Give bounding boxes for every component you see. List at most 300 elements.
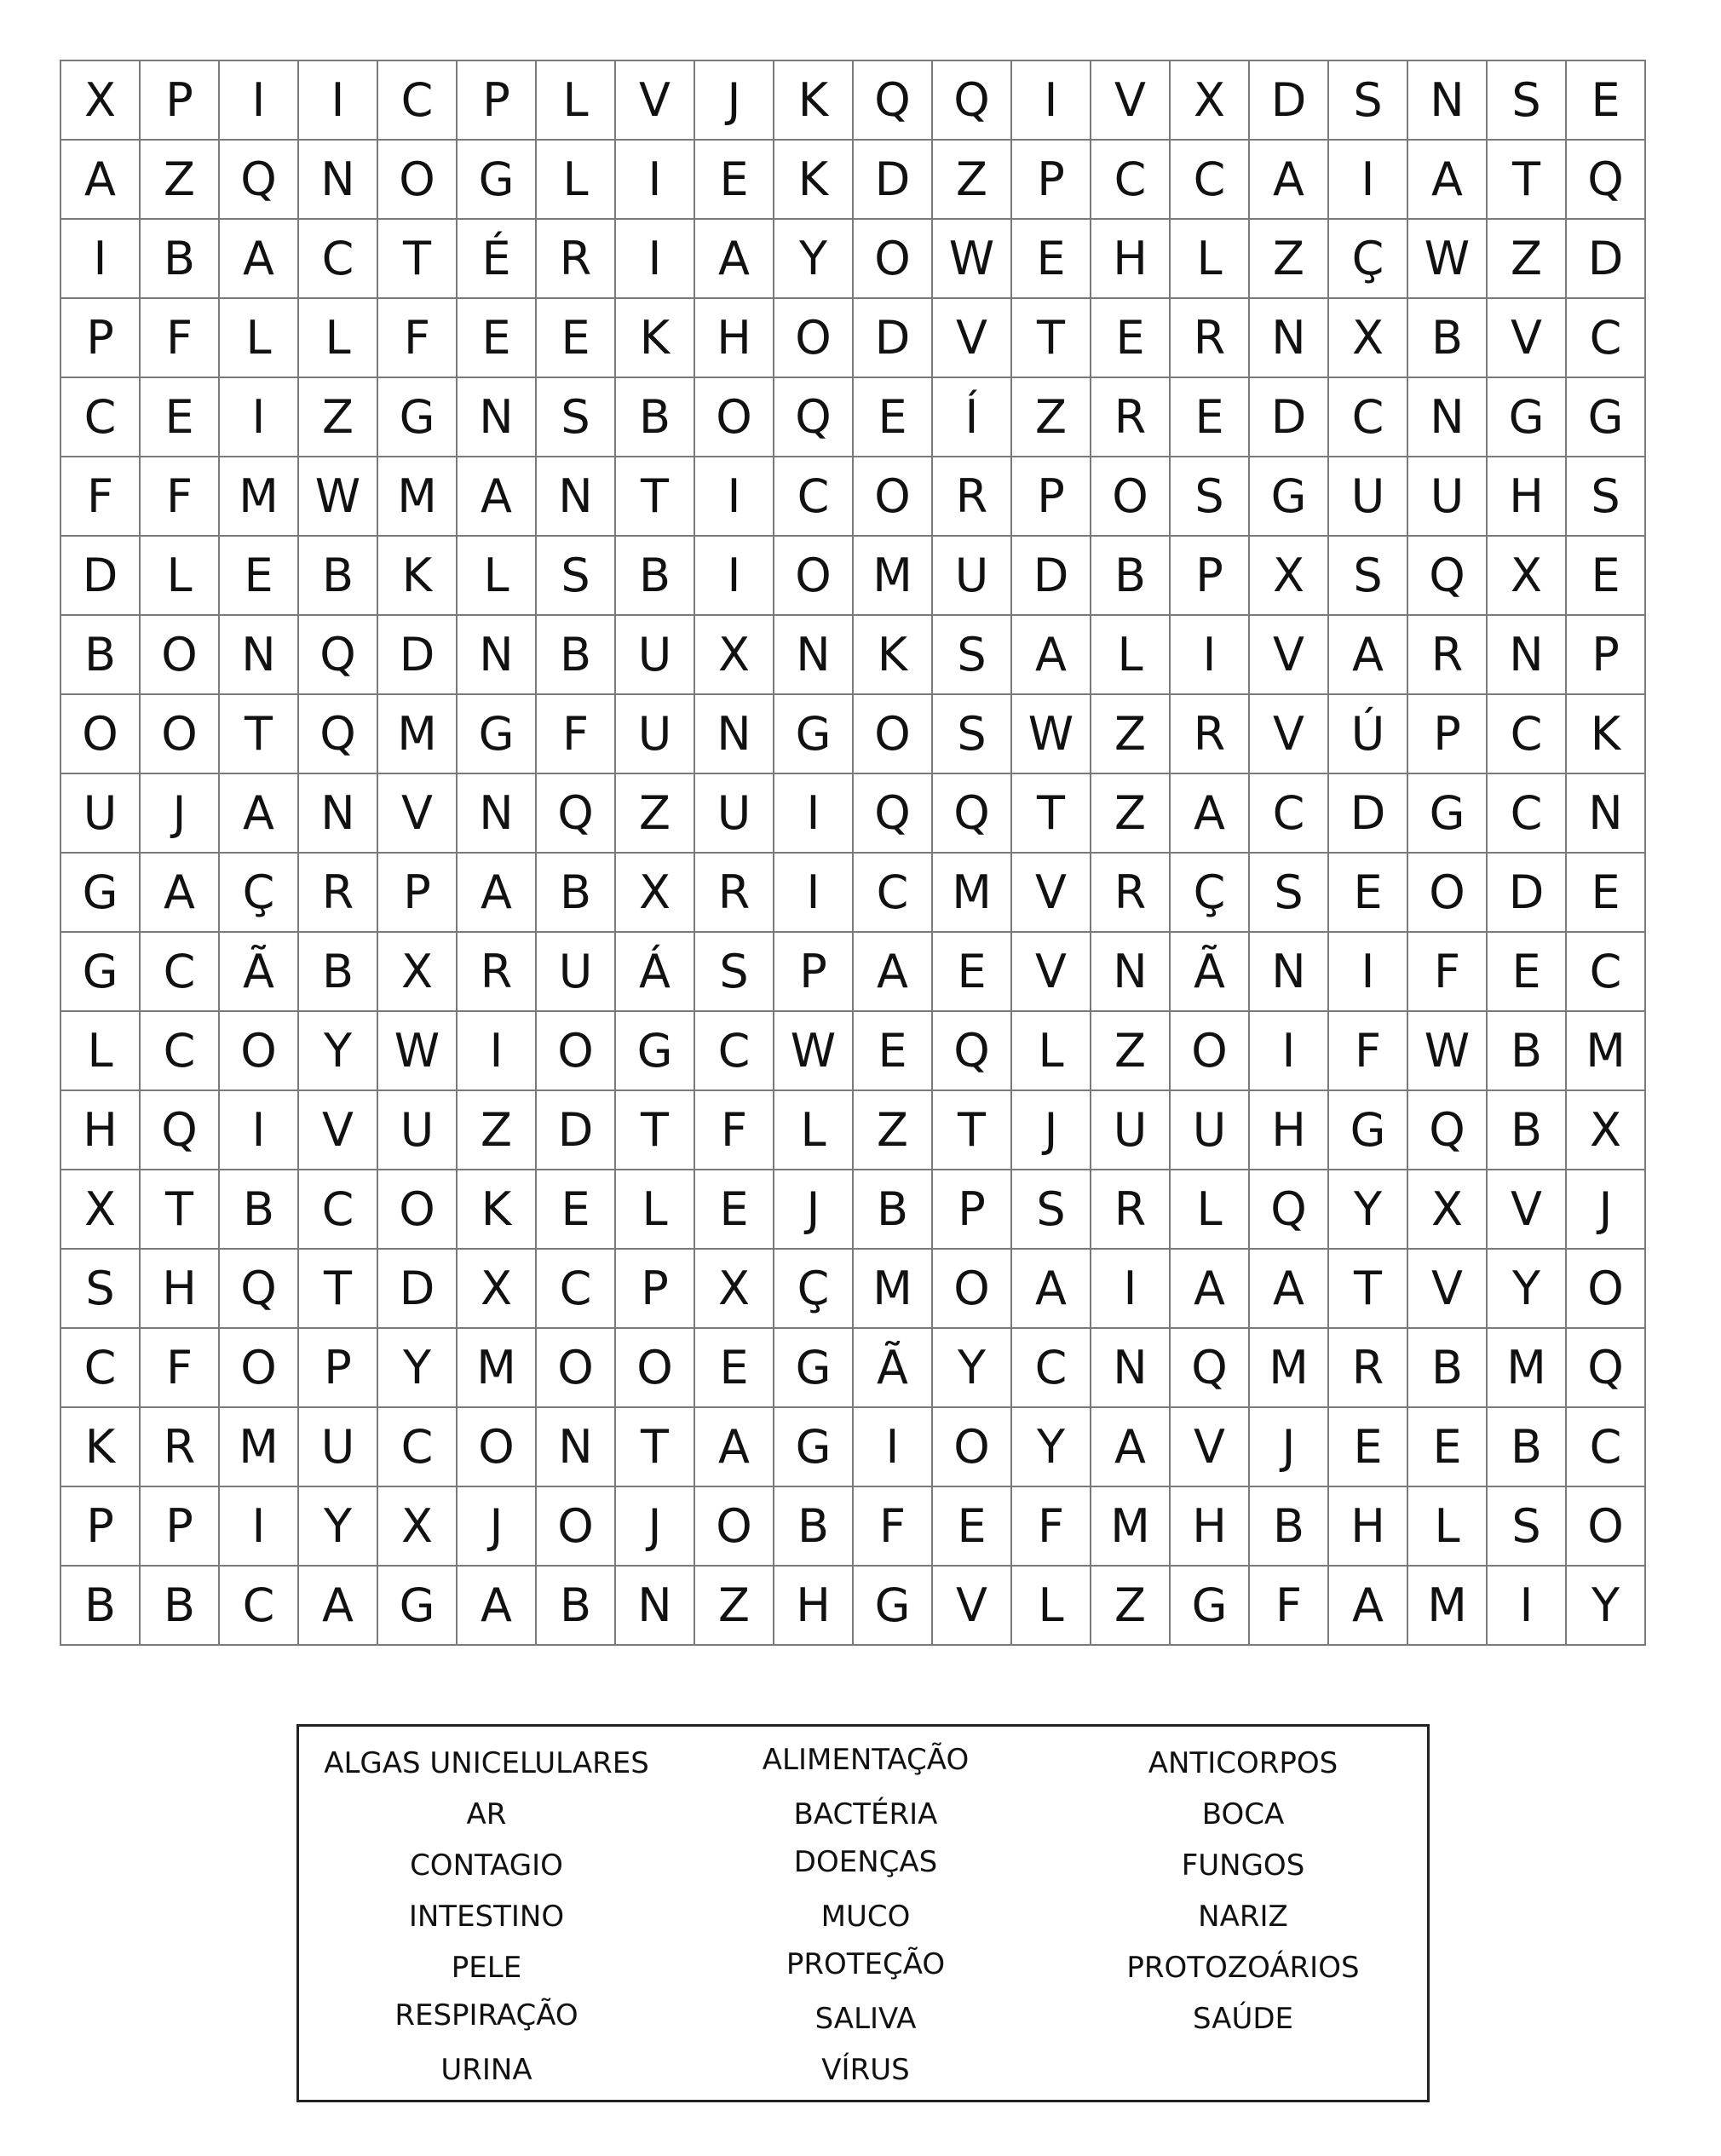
grid-cell[interactable]: X	[1487, 536, 1566, 615]
grid-cell[interactable]: Z	[1091, 1011, 1170, 1090]
grid-cell[interactable]: A	[457, 1566, 536, 1645]
grid-cell[interactable]: A	[1328, 615, 1407, 694]
grid-cell[interactable]: F	[60, 457, 140, 536]
grid-cell[interactable]: A	[1249, 1249, 1328, 1328]
grid-cell[interactable]: C	[1566, 932, 1645, 1011]
grid-cell[interactable]: R	[298, 853, 377, 932]
grid-cell[interactable]: H	[140, 1249, 219, 1328]
grid-cell[interactable]: Q	[298, 615, 377, 694]
grid-cell[interactable]: F	[853, 1486, 932, 1566]
grid-cell[interactable]: Z	[853, 1090, 932, 1170]
grid-cell[interactable]: I	[219, 377, 298, 457]
grid-cell[interactable]: X	[694, 1249, 774, 1328]
grid-cell[interactable]: B	[1407, 1328, 1487, 1407]
grid-cell[interactable]: J	[457, 1486, 536, 1566]
grid-cell[interactable]: F	[1249, 1566, 1328, 1645]
grid-cell[interactable]: R	[1170, 694, 1249, 773]
grid-cell[interactable]: N	[1249, 932, 1328, 1011]
grid-cell[interactable]: V	[615, 60, 694, 140]
grid-cell[interactable]: Q	[536, 773, 615, 853]
grid-cell[interactable]: O	[457, 1407, 536, 1486]
grid-cell[interactable]: I	[694, 457, 774, 536]
grid-cell[interactable]: Q	[298, 694, 377, 773]
grid-cell[interactable]: D	[1011, 536, 1091, 615]
grid-cell[interactable]: F	[694, 1090, 774, 1170]
grid-cell[interactable]: V	[1487, 1170, 1566, 1249]
grid-cell[interactable]: N	[774, 615, 853, 694]
grid-cell[interactable]: L	[536, 140, 615, 219]
grid-cell[interactable]: A	[298, 1566, 377, 1645]
grid-cell[interactable]: P	[615, 1249, 694, 1328]
grid-cell[interactable]: N	[1407, 377, 1487, 457]
grid-cell[interactable]: Ã	[853, 1328, 932, 1407]
grid-cell[interactable]: B	[1487, 1407, 1566, 1486]
grid-cell[interactable]: Z	[1091, 694, 1170, 773]
grid-cell[interactable]: N	[615, 1566, 694, 1645]
grid-cell[interactable]: L	[774, 1090, 853, 1170]
grid-cell[interactable]: Y	[377, 1328, 457, 1407]
grid-cell[interactable]: B	[298, 932, 377, 1011]
grid-cell[interactable]: O	[219, 1328, 298, 1407]
grid-cell[interactable]: Ç	[774, 1249, 853, 1328]
grid-cell[interactable]: O	[140, 615, 219, 694]
grid-cell[interactable]: K	[377, 536, 457, 615]
grid-cell[interactable]: K	[774, 60, 853, 140]
grid-cell[interactable]: C	[1566, 298, 1645, 377]
grid-cell[interactable]: Q	[932, 773, 1011, 853]
grid-cell[interactable]: J	[1566, 1170, 1645, 1249]
grid-cell[interactable]: D	[853, 298, 932, 377]
grid-cell[interactable]: H	[694, 298, 774, 377]
grid-cell[interactable]: F	[377, 298, 457, 377]
grid-cell[interactable]: U	[60, 773, 140, 853]
grid-cell[interactable]: I	[457, 1011, 536, 1090]
grid-cell[interactable]: I	[219, 60, 298, 140]
grid-cell[interactable]: X	[1249, 536, 1328, 615]
grid-cell[interactable]: O	[853, 457, 932, 536]
grid-cell[interactable]: T	[615, 457, 694, 536]
grid-cell[interactable]: E	[536, 298, 615, 377]
grid-cell[interactable]: N	[1487, 615, 1566, 694]
grid-cell[interactable]: C	[1011, 1328, 1091, 1407]
grid-cell[interactable]: U	[932, 536, 1011, 615]
grid-cell[interactable]: E	[694, 1328, 774, 1407]
grid-cell[interactable]: P	[1170, 536, 1249, 615]
grid-cell[interactable]: B	[615, 536, 694, 615]
grid-cell[interactable]: B	[853, 1170, 932, 1249]
grid-cell[interactable]: Z	[1091, 773, 1170, 853]
grid-cell[interactable]: S	[694, 932, 774, 1011]
grid-cell[interactable]: C	[853, 853, 932, 932]
grid-cell[interactable]: O	[853, 694, 932, 773]
grid-cell[interactable]: F	[1328, 1011, 1407, 1090]
grid-cell[interactable]: X	[694, 615, 774, 694]
grid-cell[interactable]: I	[1328, 140, 1407, 219]
grid-cell[interactable]: W	[932, 219, 1011, 298]
grid-cell[interactable]: M	[377, 457, 457, 536]
grid-cell[interactable]: A	[219, 219, 298, 298]
grid-cell[interactable]: E	[140, 377, 219, 457]
grid-cell[interactable]: D	[1249, 60, 1328, 140]
grid-cell[interactable]: Q	[140, 1090, 219, 1170]
grid-cell[interactable]: G	[377, 377, 457, 457]
grid-cell[interactable]: X	[1328, 298, 1407, 377]
grid-cell[interactable]: I	[1249, 1011, 1328, 1090]
grid-cell[interactable]: I	[615, 140, 694, 219]
grid-cell[interactable]: Á	[615, 932, 694, 1011]
grid-cell[interactable]: X	[615, 853, 694, 932]
grid-cell[interactable]: I	[219, 1486, 298, 1566]
grid-cell[interactable]: S	[1170, 457, 1249, 536]
grid-cell[interactable]: T	[615, 1090, 694, 1170]
grid-cell[interactable]: Q	[219, 1249, 298, 1328]
grid-cell[interactable]: Q	[932, 1011, 1011, 1090]
grid-cell[interactable]: E	[1407, 1407, 1487, 1486]
grid-cell[interactable]: L	[615, 1170, 694, 1249]
grid-cell[interactable]: U	[536, 932, 615, 1011]
grid-cell[interactable]: V	[1249, 615, 1328, 694]
grid-cell[interactable]: B	[1487, 1090, 1566, 1170]
grid-cell[interactable]: L	[457, 536, 536, 615]
grid-cell[interactable]: L	[1170, 1170, 1249, 1249]
grid-cell[interactable]: J	[1249, 1407, 1328, 1486]
grid-cell[interactable]: S	[1249, 853, 1328, 932]
grid-cell[interactable]: S	[932, 615, 1011, 694]
grid-cell[interactable]: E	[1328, 853, 1407, 932]
grid-cell[interactable]: B	[536, 853, 615, 932]
grid-cell[interactable]: S	[932, 694, 1011, 773]
grid-cell[interactable]: T	[219, 694, 298, 773]
grid-cell[interactable]: O	[536, 1328, 615, 1407]
grid-cell[interactable]: I	[1328, 932, 1407, 1011]
grid-cell[interactable]: Q	[1407, 1090, 1487, 1170]
grid-cell[interactable]: V	[1011, 932, 1091, 1011]
grid-cell[interactable]: Q	[1566, 140, 1645, 219]
grid-cell[interactable]: B	[140, 1566, 219, 1645]
grid-cell[interactable]: R	[1091, 853, 1170, 932]
grid-cell[interactable]: S	[1011, 1170, 1091, 1249]
grid-cell[interactable]: G	[615, 1011, 694, 1090]
grid-cell[interactable]: P	[140, 1486, 219, 1566]
grid-cell[interactable]: N	[298, 140, 377, 219]
grid-cell[interactable]: Z	[140, 140, 219, 219]
grid-cell[interactable]: P	[1011, 457, 1091, 536]
grid-cell[interactable]: N	[219, 615, 298, 694]
grid-cell[interactable]: R	[1091, 377, 1170, 457]
grid-cell[interactable]: N	[457, 615, 536, 694]
grid-cell[interactable]: A	[1328, 1566, 1407, 1645]
grid-cell[interactable]: G	[60, 932, 140, 1011]
grid-cell[interactable]: C	[1328, 377, 1407, 457]
grid-cell[interactable]: P	[60, 1486, 140, 1566]
grid-cell[interactable]: N	[1407, 60, 1487, 140]
grid-cell[interactable]: X	[60, 60, 140, 140]
grid-cell[interactable]: B	[1487, 1011, 1566, 1090]
grid-cell[interactable]: N	[1249, 298, 1328, 377]
grid-cell[interactable]: E	[219, 536, 298, 615]
grid-cell[interactable]: A	[1011, 1249, 1091, 1328]
grid-cell[interactable]: C	[60, 1328, 140, 1407]
grid-cell[interactable]: L	[1011, 1566, 1091, 1645]
grid-cell[interactable]: C	[1249, 773, 1328, 853]
grid-cell[interactable]: V	[1091, 60, 1170, 140]
grid-cell[interactable]: C	[774, 457, 853, 536]
grid-cell[interactable]: T	[1011, 298, 1091, 377]
grid-cell[interactable]: O	[1091, 457, 1170, 536]
grid-cell[interactable]: A	[219, 773, 298, 853]
grid-cell[interactable]: A	[1091, 1407, 1170, 1486]
grid-cell[interactable]: A	[457, 457, 536, 536]
grid-cell[interactable]: E	[1091, 298, 1170, 377]
grid-cell[interactable]: S	[536, 536, 615, 615]
grid-cell[interactable]: G	[457, 694, 536, 773]
grid-cell[interactable]: Í	[932, 377, 1011, 457]
grid-cell[interactable]: N	[298, 773, 377, 853]
grid-cell[interactable]: W	[298, 457, 377, 536]
grid-cell[interactable]: P	[1566, 615, 1645, 694]
grid-cell[interactable]: L	[1170, 219, 1249, 298]
grid-cell[interactable]: B	[219, 1170, 298, 1249]
grid-cell[interactable]: Y	[774, 219, 853, 298]
grid-cell[interactable]: U	[694, 773, 774, 853]
grid-cell[interactable]: X	[1170, 60, 1249, 140]
grid-cell[interactable]: Ç	[219, 853, 298, 932]
grid-cell[interactable]: W	[1407, 1011, 1487, 1090]
grid-cell[interactable]: D	[853, 140, 932, 219]
grid-cell[interactable]: C	[694, 1011, 774, 1090]
grid-cell[interactable]: C	[536, 1249, 615, 1328]
grid-cell[interactable]: Z	[298, 377, 377, 457]
grid-cell[interactable]: C	[1170, 140, 1249, 219]
grid-cell[interactable]: G	[1170, 1566, 1249, 1645]
grid-cell[interactable]: G	[1328, 1090, 1407, 1170]
grid-cell[interactable]: O	[1170, 1011, 1249, 1090]
grid-cell[interactable]: Q	[219, 140, 298, 219]
grid-cell[interactable]: H	[1328, 1486, 1407, 1566]
grid-cell[interactable]: E	[932, 1486, 1011, 1566]
grid-cell[interactable]: E	[1328, 1407, 1407, 1486]
grid-cell[interactable]: K	[60, 1407, 140, 1486]
grid-cell[interactable]: E	[694, 1170, 774, 1249]
grid-cell[interactable]: R	[1091, 1170, 1170, 1249]
grid-cell[interactable]: J	[1011, 1090, 1091, 1170]
grid-cell[interactable]: Y	[1011, 1407, 1091, 1486]
grid-cell[interactable]: M	[377, 694, 457, 773]
grid-cell[interactable]: T	[615, 1407, 694, 1486]
grid-cell[interactable]: D	[1566, 219, 1645, 298]
grid-cell[interactable]: D	[377, 1249, 457, 1328]
grid-cell[interactable]: F	[140, 457, 219, 536]
grid-cell[interactable]: Z	[1091, 1566, 1170, 1645]
grid-cell[interactable]: B	[60, 615, 140, 694]
grid-cell[interactable]: L	[536, 60, 615, 140]
grid-cell[interactable]: K	[853, 615, 932, 694]
grid-cell[interactable]: Y	[298, 1486, 377, 1566]
grid-cell[interactable]: U	[298, 1407, 377, 1486]
grid-cell[interactable]: X	[60, 1170, 140, 1249]
grid-cell[interactable]: U	[615, 615, 694, 694]
grid-cell[interactable]: B	[1407, 298, 1487, 377]
grid-cell[interactable]: F	[1407, 932, 1487, 1011]
grid-cell[interactable]: C	[1487, 773, 1566, 853]
grid-cell[interactable]: G	[774, 1407, 853, 1486]
grid-cell[interactable]: I	[60, 219, 140, 298]
grid-cell[interactable]: B	[536, 1566, 615, 1645]
grid-cell[interactable]: V	[932, 1566, 1011, 1645]
grid-cell[interactable]: J	[140, 773, 219, 853]
grid-cell[interactable]: Q	[774, 377, 853, 457]
grid-cell[interactable]: C	[298, 1170, 377, 1249]
grid-cell[interactable]: E	[1170, 377, 1249, 457]
grid-cell[interactable]: M	[853, 1249, 932, 1328]
grid-cell[interactable]: M	[1566, 1011, 1645, 1090]
grid-cell[interactable]: N	[536, 457, 615, 536]
grid-cell[interactable]: L	[298, 298, 377, 377]
grid-cell[interactable]: Y	[298, 1011, 377, 1090]
grid-cell[interactable]: V	[1011, 853, 1091, 932]
grid-cell[interactable]: P	[60, 298, 140, 377]
grid-cell[interactable]: D	[1487, 853, 1566, 932]
grid-cell[interactable]: O	[377, 140, 457, 219]
grid-cell[interactable]: Z	[457, 1090, 536, 1170]
grid-cell[interactable]: O	[774, 536, 853, 615]
grid-cell[interactable]: X	[377, 932, 457, 1011]
grid-cell[interactable]: Q	[1170, 1328, 1249, 1407]
grid-cell[interactable]: R	[1407, 615, 1487, 694]
grid-cell[interactable]: G	[774, 694, 853, 773]
grid-cell[interactable]: H	[1170, 1486, 1249, 1566]
grid-cell[interactable]: R	[457, 932, 536, 1011]
grid-cell[interactable]: S	[1328, 60, 1407, 140]
grid-cell[interactable]: O	[615, 1328, 694, 1407]
grid-cell[interactable]: P	[377, 853, 457, 932]
grid-cell[interactable]: R	[1328, 1328, 1407, 1407]
grid-cell[interactable]: Y	[932, 1328, 1011, 1407]
grid-cell[interactable]: L	[140, 536, 219, 615]
grid-cell[interactable]: L	[1091, 615, 1170, 694]
grid-cell[interactable]: A	[1011, 615, 1091, 694]
grid-cell[interactable]: X	[457, 1249, 536, 1328]
grid-cell[interactable]: R	[1170, 298, 1249, 377]
grid-cell[interactable]: Y	[1328, 1170, 1407, 1249]
grid-cell[interactable]: T	[1011, 773, 1091, 853]
grid-cell[interactable]: G	[1566, 377, 1645, 457]
grid-cell[interactable]: T	[298, 1249, 377, 1328]
grid-cell[interactable]: G	[774, 1328, 853, 1407]
grid-cell[interactable]: B	[774, 1486, 853, 1566]
grid-cell[interactable]: W	[1011, 694, 1091, 773]
grid-cell[interactable]: E	[1487, 932, 1566, 1011]
grid-cell[interactable]: V	[1170, 1407, 1249, 1486]
grid-cell[interactable]: E	[536, 1170, 615, 1249]
grid-cell[interactable]: A	[1170, 773, 1249, 853]
grid-cell[interactable]: L	[1407, 1486, 1487, 1566]
grid-cell[interactable]: A	[853, 932, 932, 1011]
grid-cell[interactable]: Y	[1487, 1249, 1566, 1328]
grid-cell[interactable]: Q	[853, 773, 932, 853]
grid-cell[interactable]: G	[1249, 457, 1328, 536]
grid-cell[interactable]: O	[1407, 853, 1487, 932]
grid-cell[interactable]: P	[774, 932, 853, 1011]
grid-cell[interactable]: I	[1170, 615, 1249, 694]
grid-cell[interactable]: A	[140, 853, 219, 932]
grid-cell[interactable]: O	[853, 219, 932, 298]
grid-cell[interactable]: V	[1487, 298, 1566, 377]
grid-cell[interactable]: N	[536, 1407, 615, 1486]
grid-cell[interactable]: M	[1407, 1566, 1487, 1645]
grid-cell[interactable]: C	[1487, 694, 1566, 773]
grid-cell[interactable]: P	[932, 1170, 1011, 1249]
grid-cell[interactable]: M	[1249, 1328, 1328, 1407]
grid-cell[interactable]: B	[140, 219, 219, 298]
grid-cell[interactable]: L	[60, 1011, 140, 1090]
grid-cell[interactable]: T	[1328, 1249, 1407, 1328]
grid-cell[interactable]: Ç	[1328, 219, 1407, 298]
grid-cell[interactable]: N	[457, 773, 536, 853]
grid-cell[interactable]: T	[377, 219, 457, 298]
grid-cell[interactable]: O	[1566, 1486, 1645, 1566]
grid-cell[interactable]: M	[219, 457, 298, 536]
grid-cell[interactable]: Z	[694, 1566, 774, 1645]
grid-cell[interactable]: O	[932, 1249, 1011, 1328]
grid-cell[interactable]: S	[1487, 60, 1566, 140]
grid-cell[interactable]: A	[694, 219, 774, 298]
grid-cell[interactable]: N	[1566, 773, 1645, 853]
grid-cell[interactable]: H	[1091, 219, 1170, 298]
grid-cell[interactable]: C	[298, 219, 377, 298]
grid-cell[interactable]: C	[140, 1011, 219, 1090]
grid-cell[interactable]: O	[694, 377, 774, 457]
grid-cell[interactable]: D	[377, 615, 457, 694]
grid-cell[interactable]: E	[694, 140, 774, 219]
grid-cell[interactable]: B	[1091, 536, 1170, 615]
grid-cell[interactable]: E	[932, 932, 1011, 1011]
grid-cell[interactable]: F	[140, 298, 219, 377]
grid-cell[interactable]: V	[298, 1090, 377, 1170]
grid-cell[interactable]: S	[60, 1249, 140, 1328]
grid-cell[interactable]: O	[694, 1486, 774, 1566]
grid-cell[interactable]: F	[536, 694, 615, 773]
grid-cell[interactable]: E	[853, 377, 932, 457]
grid-cell[interactable]: K	[457, 1170, 536, 1249]
grid-cell[interactable]: Z	[1011, 377, 1091, 457]
grid-cell[interactable]: G	[853, 1566, 932, 1645]
grid-cell[interactable]: V	[377, 773, 457, 853]
grid-cell[interactable]: D	[1249, 377, 1328, 457]
grid-cell[interactable]: E	[1566, 536, 1645, 615]
grid-cell[interactable]: S	[1566, 457, 1645, 536]
grid-cell[interactable]: D	[1328, 773, 1407, 853]
grid-cell[interactable]: L	[219, 298, 298, 377]
grid-cell[interactable]: U	[1091, 1090, 1170, 1170]
grid-cell[interactable]: B	[298, 536, 377, 615]
grid-cell[interactable]: D	[60, 536, 140, 615]
grid-cell[interactable]: A	[1170, 1249, 1249, 1328]
grid-cell[interactable]: U	[615, 694, 694, 773]
grid-cell[interactable]: G	[1407, 773, 1487, 853]
grid-cell[interactable]: H	[60, 1090, 140, 1170]
grid-cell[interactable]: Ú	[1328, 694, 1407, 773]
grid-cell[interactable]: Z	[1249, 219, 1328, 298]
grid-cell[interactable]: C	[377, 60, 457, 140]
grid-cell[interactable]: C	[377, 1407, 457, 1486]
grid-cell[interactable]: S	[536, 377, 615, 457]
grid-cell[interactable]: Q	[1407, 536, 1487, 615]
grid-cell[interactable]: D	[536, 1090, 615, 1170]
grid-cell[interactable]: I	[774, 853, 853, 932]
grid-cell[interactable]: J	[774, 1170, 853, 1249]
grid-cell[interactable]: C	[140, 932, 219, 1011]
